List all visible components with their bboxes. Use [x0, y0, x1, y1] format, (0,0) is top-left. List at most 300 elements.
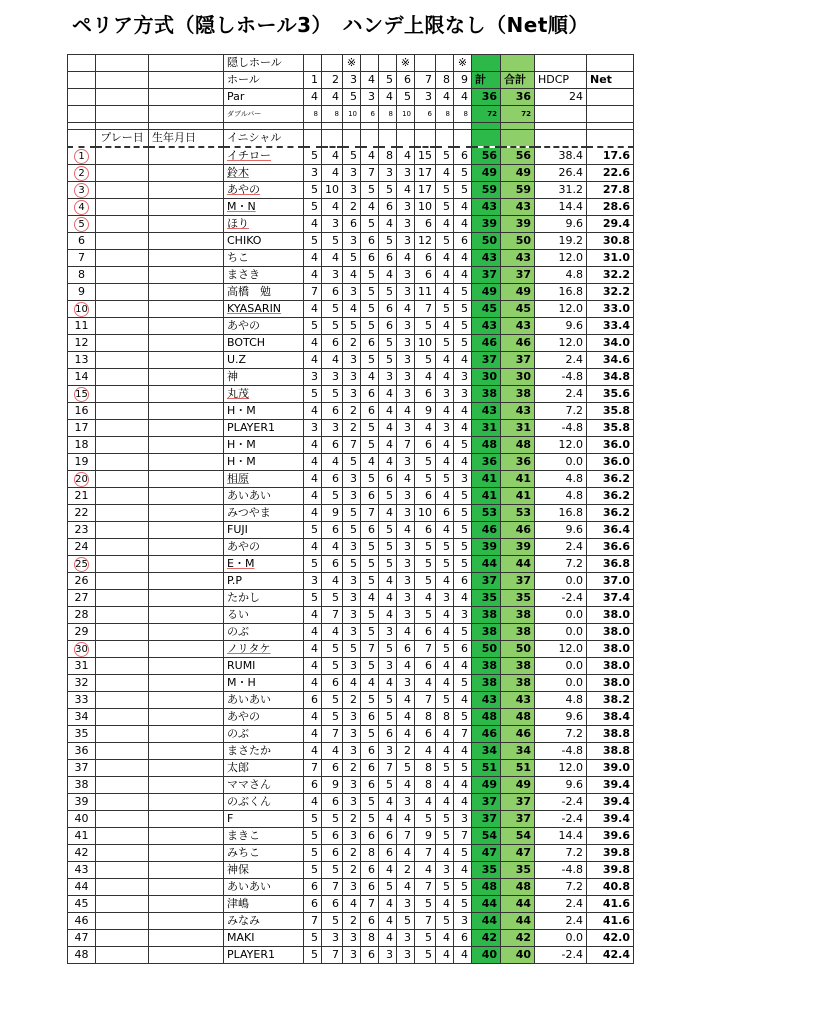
hole-score: 5 [436, 539, 454, 556]
hole-score: 5 [304, 862, 322, 879]
score-table [67, 54, 634, 964]
handicap-value: 16.8 [535, 284, 587, 301]
rank-cell: 18 [68, 437, 96, 454]
hole-score: 6 [322, 896, 343, 913]
score-total: 42 [472, 930, 501, 947]
handicap-value: 2.4 [535, 386, 587, 403]
hole-score: 3 [343, 369, 361, 386]
hole-score: 4 [322, 624, 343, 641]
hole-score: 3 [343, 624, 361, 641]
hole-score: 5 [436, 301, 454, 318]
par-value-2: 4 [322, 89, 343, 106]
hole-score: 5 [304, 199, 322, 216]
hole-score: 4 [379, 505, 397, 522]
birth-date-cell [149, 233, 224, 250]
hole-score: 5 [361, 267, 379, 284]
hole-score: 5 [436, 199, 454, 216]
hole-score: 6 [361, 403, 379, 420]
birth-date-cell [149, 216, 224, 233]
play-date-cell [96, 165, 149, 182]
hole-score: 6 [322, 403, 343, 420]
hole-score: 4 [304, 743, 322, 760]
hole-score: 4 [304, 709, 322, 726]
score-total: 41 [472, 471, 501, 488]
par-value-9: 4 [454, 89, 472, 106]
score-total: 51 [472, 760, 501, 777]
play-date-cell [96, 573, 149, 590]
score-grand-total: 44 [501, 913, 535, 930]
hole-score: 4 [397, 471, 415, 488]
rank-cell: 13 [68, 352, 96, 369]
hole-score: 3 [397, 267, 415, 284]
hole-score: 6 [322, 437, 343, 454]
hole-score: 4 [454, 454, 472, 471]
score-total: 43 [472, 403, 501, 420]
hole-number-2: 2 [322, 72, 343, 89]
player-name: ほり [224, 216, 304, 233]
handicap-value: 2.4 [535, 539, 587, 556]
hole-score: 4 [454, 267, 472, 284]
net-score: 38.8 [587, 743, 634, 760]
hole-score: 4 [397, 726, 415, 743]
hole-score: 4 [415, 862, 436, 879]
hole-score: 4 [361, 675, 379, 692]
hidden-mark-1 [304, 55, 322, 72]
hole-score: 4 [436, 216, 454, 233]
net-score: 36.0 [587, 437, 634, 454]
hole-score: 5 [379, 352, 397, 369]
column-header-row [68, 130, 634, 148]
player-name: みつやま [224, 505, 304, 522]
hole-score: 5 [322, 913, 343, 930]
hole-score: 9 [415, 828, 436, 845]
hole-score: 4 [304, 267, 322, 284]
hole-score: 4 [436, 658, 454, 675]
par-value-8: 4 [436, 89, 454, 106]
birth-date-cell [149, 250, 224, 267]
hole-score: 4 [397, 658, 415, 675]
hole-score: 3 [397, 216, 415, 233]
hole-score: 5 [454, 879, 472, 896]
rank-cell: 34 [68, 709, 96, 726]
play-date-cell [96, 811, 149, 828]
hole-score: 6 [322, 556, 343, 573]
birth-date-cell [149, 386, 224, 403]
hole-score: 5 [361, 318, 379, 335]
rank-cell: 41 [68, 828, 96, 845]
hole-score: 3 [397, 335, 415, 352]
hole-score: 4 [436, 930, 454, 947]
hole-score: 5 [304, 233, 322, 250]
handicap-value: -4.8 [535, 743, 587, 760]
player-name: H・M [224, 437, 304, 454]
net-score: 33.0 [587, 301, 634, 318]
rank-cell [68, 165, 96, 182]
player-row [68, 760, 634, 777]
hole-number-1: 1 [304, 72, 322, 89]
hole-score: 5 [454, 522, 472, 539]
score-grand-total: 53 [501, 505, 535, 522]
hole-score: 4 [304, 352, 322, 369]
net-score: 32.2 [587, 267, 634, 284]
score-grand-total: 31 [501, 420, 535, 437]
hole-score: 3 [397, 947, 415, 964]
hole-score: 5 [415, 556, 436, 573]
score-grand-total: 49 [501, 284, 535, 301]
birth-date-cell [149, 437, 224, 454]
hole-score: 5 [322, 488, 343, 505]
birth-date-cell [149, 760, 224, 777]
hole-score: 6 [436, 505, 454, 522]
play-date-cell [96, 420, 149, 437]
player-name: PLAYER1 [224, 420, 304, 437]
player-name: FUJI [224, 522, 304, 539]
hole-score: 5 [361, 539, 379, 556]
hole-score: 4 [304, 437, 322, 454]
net-score: 41.6 [587, 913, 634, 930]
play-date-cell [96, 386, 149, 403]
hole-score: 10 [322, 182, 343, 199]
hole-score: 5 [361, 556, 379, 573]
play-date-cell [96, 726, 149, 743]
player-name: るい [224, 607, 304, 624]
player-row [68, 658, 634, 675]
play-date-cell [96, 284, 149, 301]
player-row [68, 879, 634, 896]
rank-cell: 26 [68, 573, 96, 590]
hidden-mark-2 [322, 55, 343, 72]
score-total: 37 [472, 794, 501, 811]
hole-score: 2 [343, 845, 361, 862]
hole-score: 7 [304, 913, 322, 930]
rank-number: 4 [74, 200, 89, 215]
score-total: 37 [472, 267, 501, 284]
score-total: 50 [472, 641, 501, 658]
hole-score: 8 [415, 760, 436, 777]
hole-score: 5 [361, 352, 379, 369]
hole-score: 3 [379, 369, 397, 386]
score-grand-total: 42 [501, 930, 535, 947]
score-total: 40 [472, 947, 501, 964]
score-grand-total: 39 [501, 216, 535, 233]
score-total: 37 [472, 352, 501, 369]
net-score: 38.0 [587, 624, 634, 641]
hole-score: 2 [397, 743, 415, 760]
hole-score: 5 [415, 811, 436, 828]
rank-cell: 8 [68, 267, 96, 284]
net-score: 41.6 [587, 896, 634, 913]
hole-score: 7 [454, 828, 472, 845]
hole-score: 7 [343, 437, 361, 454]
handicap-value: 0.0 [535, 658, 587, 675]
rank-cell: 7 [68, 250, 96, 267]
hole-score: 3 [304, 369, 322, 386]
player-name: ノリタケ [224, 641, 304, 658]
score-total: 37 [472, 811, 501, 828]
play-date-cell [96, 675, 149, 692]
hole-score: 3 [379, 743, 397, 760]
hole-score: 3 [454, 913, 472, 930]
player-row [68, 828, 634, 845]
hole-score: 5 [436, 556, 454, 573]
hole-score: 3 [343, 828, 361, 845]
score-grand-total: 45 [501, 301, 535, 318]
hole-score: 4 [304, 250, 322, 267]
hole-score: 4 [304, 471, 322, 488]
hole-score: 4 [454, 658, 472, 675]
player-name: MAKI [224, 930, 304, 947]
score-total: 44 [472, 913, 501, 930]
hole-score: 4 [397, 845, 415, 862]
rank-cell [68, 471, 96, 488]
net-score: 22.6 [587, 165, 634, 182]
par-value-4: 3 [361, 89, 379, 106]
hole-score: 5 [322, 692, 343, 709]
birth-date-cell [149, 896, 224, 913]
hole-score: 5 [361, 607, 379, 624]
hole-score: 4 [454, 862, 472, 879]
score-total: 49 [472, 284, 501, 301]
score-grand-total: 43 [501, 403, 535, 420]
score-total: 56 [472, 147, 501, 165]
handicap-value: 12.0 [535, 641, 587, 658]
handicap-value: 9.6 [535, 777, 587, 794]
double-par-value-7: 6 [415, 106, 436, 123]
hole-score: 7 [415, 879, 436, 896]
rank-cell [68, 182, 96, 199]
hole-score: 3 [379, 658, 397, 675]
rank-cell: 16 [68, 403, 96, 420]
hole-score: 6 [361, 879, 379, 896]
hole-score: 3 [343, 284, 361, 301]
hole-number-8: 8 [436, 72, 454, 89]
score-total: 37 [472, 573, 501, 590]
score-grand-total: 46 [501, 726, 535, 743]
player-name: のぶくん [224, 794, 304, 811]
hole-score: 4 [454, 692, 472, 709]
net-score: 38.0 [587, 675, 634, 692]
hole-score: 10 [415, 505, 436, 522]
play-date-cell [96, 539, 149, 556]
player-row [68, 811, 634, 828]
score-total: 38 [472, 607, 501, 624]
net-score: 35.8 [587, 403, 634, 420]
hole-score: 6 [379, 845, 397, 862]
hole-score: 4 [436, 454, 454, 471]
player-row [68, 777, 634, 794]
score-grand-total: 38 [501, 386, 535, 403]
hole-score: 5 [454, 539, 472, 556]
hole-score: 3 [436, 420, 454, 437]
hole-score: 3 [397, 896, 415, 913]
player-name: KYASARIN [224, 301, 304, 318]
score-total: 54 [472, 828, 501, 845]
handicap-value: 0.0 [535, 454, 587, 471]
hole-score: 4 [379, 590, 397, 607]
hole-score: 4 [454, 743, 472, 760]
hole-score: 5 [361, 284, 379, 301]
play-date-header: プレー日 [96, 130, 149, 148]
hole-score: 3 [454, 471, 472, 488]
hole-score: 7 [397, 437, 415, 454]
hole-score: 5 [379, 522, 397, 539]
hole-score: 4 [454, 777, 472, 794]
hole-score: 5 [304, 590, 322, 607]
handicap-value: -4.8 [535, 420, 587, 437]
hole-score: 3 [343, 947, 361, 964]
score-grand-total: 41 [501, 488, 535, 505]
birth-date-cell [149, 147, 224, 165]
handicap-value: 0.0 [535, 607, 587, 624]
birth-date-cell [149, 624, 224, 641]
score-grand-total: 37 [501, 352, 535, 369]
hole-score: 6 [397, 641, 415, 658]
net-score: 38.0 [587, 658, 634, 675]
play-date-cell [96, 896, 149, 913]
hole-score: 5 [322, 590, 343, 607]
hole-score: 5 [379, 182, 397, 199]
hole-score: 5 [454, 556, 472, 573]
hole-score: 3 [343, 539, 361, 556]
score-total: 39 [472, 539, 501, 556]
hole-score: 6 [415, 624, 436, 641]
player-name: BOTCH [224, 335, 304, 352]
hole-score: 7 [361, 165, 379, 182]
play-date-cell [96, 352, 149, 369]
player-row [68, 862, 634, 879]
score-total: 45 [472, 301, 501, 318]
player-name: みなみ [224, 913, 304, 930]
player-row [68, 147, 634, 165]
hole-score: 4 [436, 675, 454, 692]
rank-number: 25 [75, 559, 88, 570]
handicap-value: 7.2 [535, 845, 587, 862]
net-score: 38.8 [587, 726, 634, 743]
player-name: たかし [224, 590, 304, 607]
birth-date-cell [149, 556, 224, 573]
score-total: 35 [472, 862, 501, 879]
hole-score: 3 [397, 420, 415, 437]
hole-score: 3 [397, 454, 415, 471]
hole-score: 6 [322, 794, 343, 811]
hole-score: 5 [379, 777, 397, 794]
hole-score: 4 [304, 658, 322, 675]
score-grand-total: 37 [501, 811, 535, 828]
hole-score: 5 [454, 318, 472, 335]
hole-score: 4 [322, 165, 343, 182]
hole-score: 6 [415, 726, 436, 743]
hole-score: 7 [322, 947, 343, 964]
hole-score: 4 [379, 862, 397, 879]
birth-date-cell [149, 199, 224, 216]
player-row [68, 794, 634, 811]
hole-score: 5 [436, 147, 454, 165]
hole-score: 5 [361, 301, 379, 318]
hole-score: 5 [361, 624, 379, 641]
handicap-value: -2.4 [535, 794, 587, 811]
hole-score: 4 [436, 607, 454, 624]
hole-score: 3 [397, 573, 415, 590]
handicap-value: 0.0 [535, 675, 587, 692]
hole-score: 5 [454, 760, 472, 777]
score-total: 49 [472, 165, 501, 182]
hole-score: 6 [454, 147, 472, 165]
double-par-value-2: 8 [322, 106, 343, 123]
rank-cell: 24 [68, 539, 96, 556]
hole-score: 2 [343, 760, 361, 777]
player-row [68, 403, 634, 420]
hole-score: 4 [436, 726, 454, 743]
hole-score: 3 [397, 369, 415, 386]
hole-score: 3 [322, 420, 343, 437]
player-row [68, 743, 634, 760]
hole-score: 5 [379, 709, 397, 726]
hole-score: 5 [343, 147, 361, 165]
player-name: 丸茂 [224, 386, 304, 403]
play-date-cell [96, 777, 149, 794]
birth-date-cell [149, 369, 224, 386]
hole-score: 4 [322, 199, 343, 216]
birth-date-cell [149, 675, 224, 692]
hole-score: 4 [304, 335, 322, 352]
player-row [68, 556, 634, 573]
hole-score: 5 [343, 454, 361, 471]
hidden-mark-5 [379, 55, 397, 72]
player-row [68, 947, 634, 964]
rank-number: 15 [75, 389, 88, 400]
hole-score: 4 [304, 488, 322, 505]
hole-score: 6 [361, 777, 379, 794]
hole-score: 3 [343, 488, 361, 505]
hole-score: 4 [397, 709, 415, 726]
hole-score: 5 [454, 505, 472, 522]
hole-score: 4 [397, 182, 415, 199]
hole-score: 4 [361, 369, 379, 386]
net-score: 37.0 [587, 573, 634, 590]
player-row [68, 539, 634, 556]
rank-number: 30 [75, 644, 88, 655]
hole-score: 5 [436, 471, 454, 488]
score-total: 43 [472, 199, 501, 216]
rank-cell: 31 [68, 658, 96, 675]
hole-score: 6 [322, 845, 343, 862]
rank-cell: 37 [68, 760, 96, 777]
hole-score: 6 [304, 896, 322, 913]
hole-score: 6 [361, 522, 379, 539]
score-total: 47 [472, 845, 501, 862]
play-date-cell [96, 505, 149, 522]
score-total: 43 [472, 250, 501, 267]
double-par-value-8: 8 [436, 106, 454, 123]
hdcp-header: HDCP [535, 72, 587, 89]
birth-date-cell [149, 743, 224, 760]
hole-score: 4 [436, 437, 454, 454]
score-total: 41 [472, 488, 501, 505]
hole-score: 7 [454, 726, 472, 743]
birth-date-cell [149, 845, 224, 862]
rank-cell [68, 147, 96, 165]
hole-score: 4 [436, 743, 454, 760]
score-grand-total: 46 [501, 522, 535, 539]
birth-date-cell [149, 947, 224, 964]
score-grand-total: 48 [501, 879, 535, 896]
play-date-cell [96, 301, 149, 318]
hole-score: 9 [415, 403, 436, 420]
hole-score: 3 [343, 726, 361, 743]
score-total: 48 [472, 879, 501, 896]
hole-score: 3 [436, 862, 454, 879]
player-name: 鈴木 [224, 165, 304, 182]
